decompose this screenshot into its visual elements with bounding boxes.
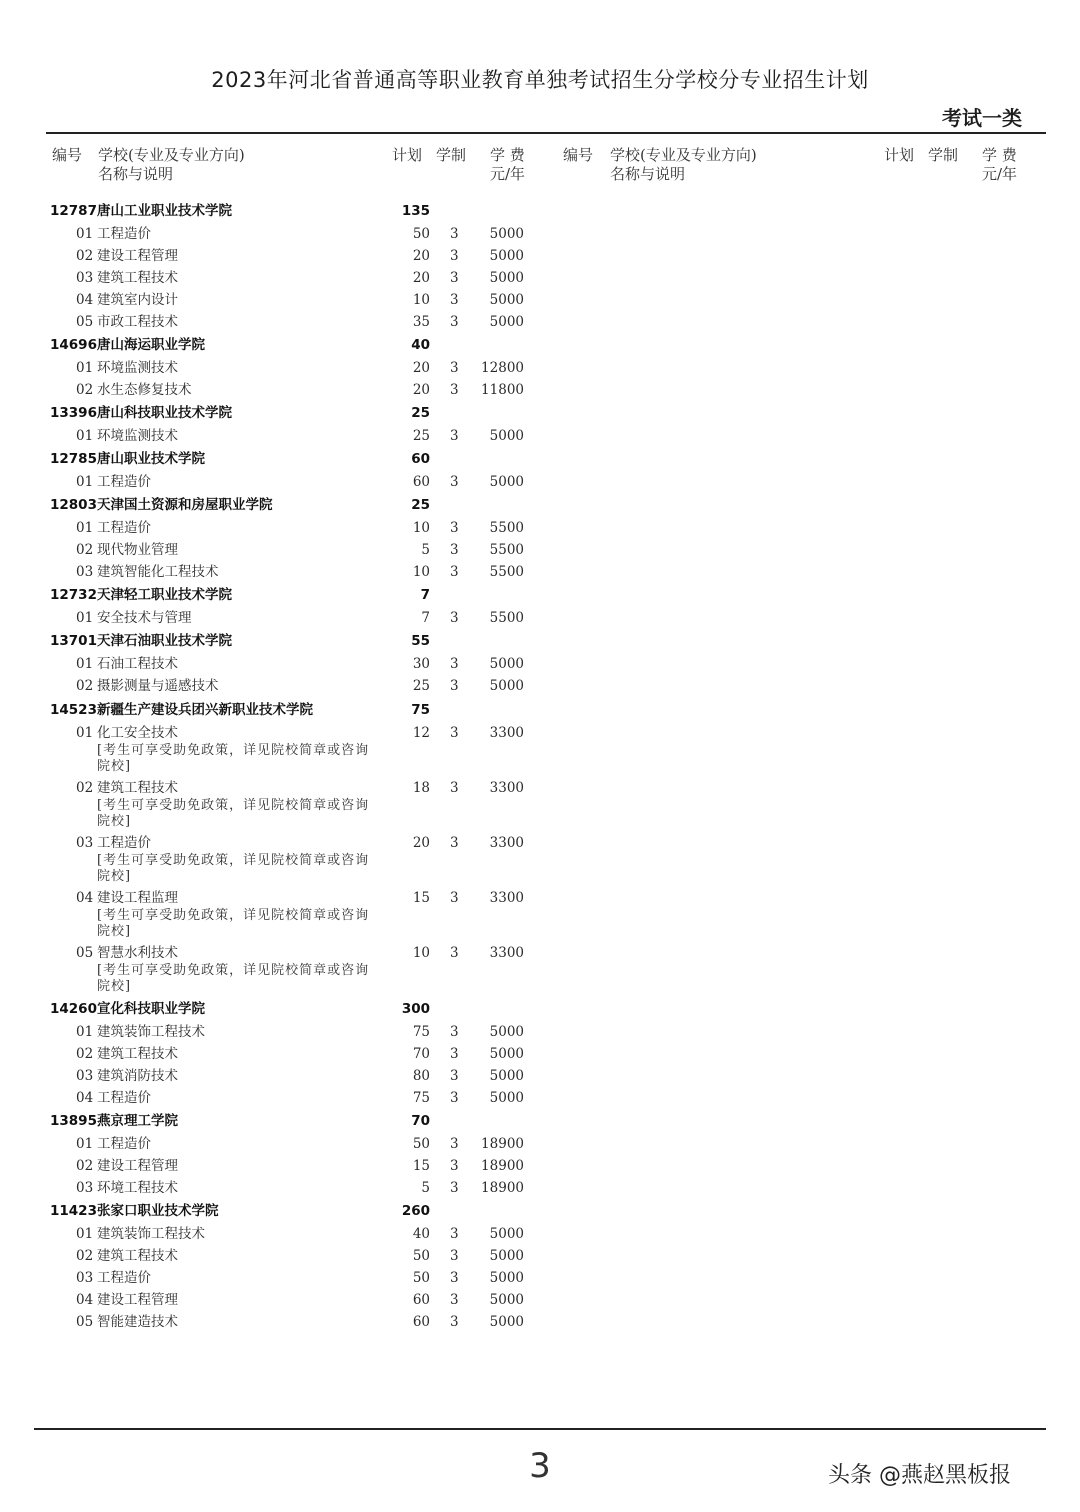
header-school-line1: 学校(专业及专业方向) xyxy=(98,146,245,164)
major-plan: 80 xyxy=(412,1068,430,1084)
major-years: 3 xyxy=(450,1158,459,1174)
major-fee: 5000 xyxy=(489,314,524,330)
major-number: 03 xyxy=(76,1270,94,1286)
school-name: 天津轻工职业技术学院 xyxy=(97,587,232,603)
header-fee-line1: 学 费 xyxy=(490,146,525,164)
major-plan: 75 xyxy=(412,1090,430,1106)
major-years: 3 xyxy=(450,725,459,741)
major-number: 01 xyxy=(76,1226,94,1242)
major-name: 建设工程监理 xyxy=(97,890,178,906)
major-plan: 50 xyxy=(412,1270,430,1286)
major-name: 建筑工程技术 xyxy=(97,1046,178,1062)
major-fee: 5500 xyxy=(489,564,524,580)
major-fee: 5000 xyxy=(489,1314,524,1330)
major-name: 工程造价 xyxy=(97,226,151,242)
school-plan: 300 xyxy=(401,1001,430,1017)
major-fee: 5000 xyxy=(489,656,524,672)
header-fee-right-line2: 元/年 xyxy=(982,165,1018,183)
major-plan: 5 xyxy=(421,542,430,558)
major-name: 工程造价 xyxy=(97,474,151,490)
header-code-right: 编号 xyxy=(563,146,594,164)
school-row xyxy=(0,1201,560,1221)
major-note-line2: 院校] xyxy=(97,759,132,774)
major-years: 3 xyxy=(450,1292,459,1308)
major-note-line1: [考生可享受助免政策，详见院校简章或咨询 xyxy=(97,853,370,868)
major-years: 3 xyxy=(450,1024,459,1040)
major-row xyxy=(0,1178,560,1198)
major-row xyxy=(0,472,560,492)
school-name: 燕京理工学院 xyxy=(97,1113,178,1129)
school-plan: 135 xyxy=(401,203,430,219)
major-number: 01 xyxy=(76,1136,94,1152)
major-fee: 5000 xyxy=(489,270,524,286)
major-fee: 18900 xyxy=(481,1158,524,1174)
major-row xyxy=(0,943,560,963)
major-years: 3 xyxy=(450,780,459,796)
major-years: 3 xyxy=(450,1226,459,1242)
top-rule xyxy=(46,132,1046,134)
major-plan: 7 xyxy=(421,610,430,626)
major-number: 02 xyxy=(76,1248,94,1264)
major-plan: 20 xyxy=(412,382,430,398)
major-name: 建筑装饰工程技术 xyxy=(97,1024,205,1040)
major-number: 05 xyxy=(76,945,94,961)
major-number: 01 xyxy=(76,520,94,536)
major-row xyxy=(0,380,560,400)
school-plan: 25 xyxy=(411,405,430,421)
major-note-line2: 院校] xyxy=(97,924,132,939)
major-plan: 35 xyxy=(412,314,430,330)
major-number: 01 xyxy=(76,1024,94,1040)
major-row xyxy=(0,268,560,288)
school-plan: 7 xyxy=(420,587,430,603)
major-name: 水生态修复技术 xyxy=(97,382,192,398)
school-row xyxy=(0,1111,560,1131)
major-row xyxy=(0,290,560,310)
major-row xyxy=(0,654,560,674)
major-plan: 75 xyxy=(412,1024,430,1040)
major-years: 3 xyxy=(450,226,459,242)
school-row xyxy=(0,585,560,605)
major-number: 01 xyxy=(76,474,94,490)
major-name: 建设工程管理 xyxy=(97,1292,178,1308)
major-years: 3 xyxy=(450,835,459,851)
major-note-line1: [考生可享受助免政策，详见院校简章或咨询 xyxy=(97,963,370,978)
major-note-line2: 院校] xyxy=(97,869,132,884)
school-plan: 40 xyxy=(411,337,430,353)
major-fee: 5500 xyxy=(489,542,524,558)
major-row xyxy=(0,1134,560,1154)
school-row xyxy=(0,700,560,720)
major-name: 摄影测量与遥感技术 xyxy=(97,678,219,694)
major-name: 化工安全技术 xyxy=(97,725,178,741)
major-fee: 5000 xyxy=(489,1248,524,1264)
major-row xyxy=(0,778,560,798)
major-number: 05 xyxy=(76,1314,94,1330)
major-years: 3 xyxy=(450,382,459,398)
major-plan: 20 xyxy=(412,248,430,264)
major-number: 01 xyxy=(76,360,94,376)
school-name: 天津石油职业技术学院 xyxy=(97,633,232,649)
major-number: 03 xyxy=(76,1068,94,1084)
major-years: 3 xyxy=(450,1136,459,1152)
major-number: 02 xyxy=(76,542,94,558)
major-number: 02 xyxy=(76,1158,94,1174)
major-name: 环境监测技术 xyxy=(97,360,178,376)
major-fee: 5000 xyxy=(489,1068,524,1084)
major-name: 建筑工程技术 xyxy=(97,1248,178,1264)
major-fee: 5000 xyxy=(489,1226,524,1242)
major-plan: 70 xyxy=(412,1046,430,1062)
major-number: 02 xyxy=(76,1046,94,1062)
major-name: 建筑智能化工程技术 xyxy=(97,564,219,580)
major-years: 3 xyxy=(450,1180,459,1196)
major-number: 01 xyxy=(76,610,94,626)
major-name: 市政工程技术 xyxy=(97,314,178,330)
major-number: 04 xyxy=(76,292,94,308)
header-school-right-line2: 名称与说明 xyxy=(610,165,686,183)
header-plan: 计划 xyxy=(392,146,423,164)
school-name: 张家口职业技术学院 xyxy=(97,1203,219,1219)
school-code: 12787 xyxy=(50,203,97,219)
major-note-line1: [考生可享受助免政策，详见院校简章或咨询 xyxy=(97,908,370,923)
major-number: 03 xyxy=(76,835,94,851)
school-name: 宣化科技职业学院 xyxy=(97,1001,205,1017)
major-name: 工程造价 xyxy=(97,835,151,851)
header-code: 编号 xyxy=(52,146,83,164)
major-row xyxy=(0,1224,560,1244)
header-school-right xyxy=(610,146,757,184)
major-number: 05 xyxy=(76,314,94,330)
major-years: 3 xyxy=(450,474,459,490)
major-plan: 15 xyxy=(412,1158,430,1174)
major-years: 3 xyxy=(450,1248,459,1264)
major-plan: 10 xyxy=(412,292,430,308)
major-number: 02 xyxy=(76,382,94,398)
major-years: 3 xyxy=(450,1090,459,1106)
major-years: 3 xyxy=(450,656,459,672)
header-fee-right xyxy=(982,146,1017,184)
major-row xyxy=(0,224,560,244)
major-row xyxy=(0,1268,560,1288)
bottom-rule xyxy=(34,1428,1046,1430)
major-fee: 5000 xyxy=(489,1024,524,1040)
major-row xyxy=(0,1022,560,1042)
major-row xyxy=(0,833,560,853)
major-number: 01 xyxy=(76,428,94,444)
school-row xyxy=(0,631,560,651)
school-plan: 55 xyxy=(411,633,430,649)
school-row xyxy=(0,495,560,515)
major-fee: 5000 xyxy=(489,248,524,264)
major-name: 建设工程管理 xyxy=(97,248,178,264)
school-name: 唐山海运职业学院 xyxy=(97,337,205,353)
major-years: 3 xyxy=(450,564,459,580)
header-school-right-line1: 学校(专业及专业方向) xyxy=(610,146,757,164)
major-number: 03 xyxy=(76,564,94,580)
major-number: 01 xyxy=(76,226,94,242)
header-fee-line2: 元/年 xyxy=(490,165,526,183)
major-plan: 5 xyxy=(421,1180,430,1196)
major-row xyxy=(0,518,560,538)
major-name: 工程造价 xyxy=(97,1136,151,1152)
major-fee: 3300 xyxy=(489,725,524,741)
major-row xyxy=(0,1290,560,1310)
major-name: 智能建造技术 xyxy=(97,1314,178,1330)
major-name: 环境工程技术 xyxy=(97,1180,178,1196)
school-plan: 60 xyxy=(411,451,430,467)
major-row xyxy=(0,1312,560,1332)
major-years: 3 xyxy=(450,520,459,536)
major-name: 工程造价 xyxy=(97,1090,151,1106)
major-name: 安全技术与管理 xyxy=(97,610,192,626)
header-plan-right: 计划 xyxy=(884,146,915,164)
major-row xyxy=(0,1246,560,1266)
major-fee: 5000 xyxy=(489,226,524,242)
major-number: 04 xyxy=(76,1292,94,1308)
major-plan: 40 xyxy=(412,1226,430,1242)
school-name: 唐山科技职业技术学院 xyxy=(97,405,232,421)
school-row xyxy=(0,335,560,355)
major-row xyxy=(0,358,560,378)
major-note-line1: [考生可享受助免政策，详见院校简章或咨询 xyxy=(97,798,370,813)
major-name: 环境监测技术 xyxy=(97,428,178,444)
exam-type-label: 考试一类 xyxy=(942,106,1022,130)
major-name: 现代物业管理 xyxy=(97,542,178,558)
major-note xyxy=(97,743,387,775)
major-name: 建筑室内设计 xyxy=(97,292,178,308)
major-number: 02 xyxy=(76,780,94,796)
major-name: 建设工程管理 xyxy=(97,1158,178,1174)
major-number: 02 xyxy=(76,248,94,264)
major-note xyxy=(97,908,387,940)
major-row xyxy=(0,723,560,743)
header-school xyxy=(98,146,245,184)
major-plan: 60 xyxy=(412,474,430,490)
major-years: 3 xyxy=(450,610,459,626)
major-years: 3 xyxy=(450,270,459,286)
major-fee: 18900 xyxy=(481,1180,524,1196)
page-number: 3 xyxy=(529,1446,551,1486)
major-row xyxy=(0,562,560,582)
school-code: 13701 xyxy=(50,633,97,649)
major-years: 3 xyxy=(450,890,459,906)
major-name: 建筑工程技术 xyxy=(97,270,178,286)
school-plan: 75 xyxy=(411,702,430,718)
major-plan: 10 xyxy=(412,520,430,536)
school-row xyxy=(0,403,560,423)
school-plan: 70 xyxy=(411,1113,430,1129)
major-plan: 20 xyxy=(412,270,430,286)
major-fee: 3300 xyxy=(489,945,524,961)
major-years: 3 xyxy=(450,1068,459,1084)
major-name: 建筑工程技术 xyxy=(97,780,178,796)
school-code: 14523 xyxy=(50,702,97,718)
major-fee: 11800 xyxy=(481,382,524,398)
major-note-line2: 院校] xyxy=(97,814,132,829)
major-fee: 5000 xyxy=(489,1046,524,1062)
major-years: 3 xyxy=(450,945,459,961)
major-plan: 15 xyxy=(412,890,430,906)
header-years-right: 学制 xyxy=(928,146,959,164)
header-school-line2: 名称与说明 xyxy=(98,165,174,183)
major-note-line1: [考生可享受助免政策，详见院校简章或咨询 xyxy=(97,743,370,758)
major-name: 工程造价 xyxy=(97,1270,151,1286)
school-code: 12732 xyxy=(50,587,97,603)
major-plan: 50 xyxy=(412,1248,430,1264)
major-plan: 30 xyxy=(412,656,430,672)
major-name: 建筑装饰工程技术 xyxy=(97,1226,205,1242)
school-name: 新疆生产建设兵团兴新职业技术学院 xyxy=(97,702,313,718)
major-fee: 5000 xyxy=(489,292,524,308)
major-name: 石油工程技术 xyxy=(97,656,178,672)
school-row xyxy=(0,201,560,221)
major-number: 03 xyxy=(76,270,94,286)
major-row xyxy=(0,246,560,266)
major-row xyxy=(0,608,560,628)
major-years: 3 xyxy=(450,248,459,264)
major-plan: 25 xyxy=(412,428,430,444)
page-title: 2023年河北省普通高等职业教育单独考试招生分学校分专业招生计划 xyxy=(211,68,869,92)
major-fee: 3300 xyxy=(489,835,524,851)
major-number: 03 xyxy=(76,1180,94,1196)
major-note xyxy=(97,853,387,885)
school-name: 唐山职业技术学院 xyxy=(97,451,205,467)
major-fee: 5000 xyxy=(489,428,524,444)
major-years: 3 xyxy=(450,1270,459,1286)
major-years: 3 xyxy=(450,428,459,444)
major-fee: 18900 xyxy=(481,1136,524,1152)
school-code: 13895 xyxy=(50,1113,97,1129)
major-number: 04 xyxy=(76,1090,94,1106)
school-name: 唐山工业职业技术学院 xyxy=(97,203,232,219)
major-number: 04 xyxy=(76,890,94,906)
major-name: 智慧水利技术 xyxy=(97,945,178,961)
major-row xyxy=(0,676,560,696)
school-code: 14260 xyxy=(50,1001,97,1017)
major-fee: 3300 xyxy=(489,780,524,796)
major-plan: 20 xyxy=(412,360,430,376)
watermark: 头条 @燕赵黑板报 xyxy=(828,1463,1011,1488)
major-plan: 12 xyxy=(412,725,430,741)
school-name: 天津国土资源和房屋职业学院 xyxy=(97,497,273,513)
header-years: 学制 xyxy=(436,146,467,164)
major-row xyxy=(0,312,560,332)
school-row xyxy=(0,999,560,1019)
major-plan: 50 xyxy=(412,226,430,242)
major-row xyxy=(0,426,560,446)
major-note xyxy=(97,963,387,995)
header-fee-right-line1: 学 费 xyxy=(982,146,1017,164)
major-plan: 10 xyxy=(412,564,430,580)
major-fee: 12800 xyxy=(481,360,524,376)
major-plan: 18 xyxy=(412,780,430,796)
major-row xyxy=(0,1156,560,1176)
major-plan: 50 xyxy=(412,1136,430,1152)
major-name: 工程造价 xyxy=(97,520,151,536)
major-note-line2: 院校] xyxy=(97,979,132,994)
major-plan: 60 xyxy=(412,1314,430,1330)
major-years: 3 xyxy=(450,360,459,376)
major-row xyxy=(0,1066,560,1086)
major-years: 3 xyxy=(450,314,459,330)
major-fee: 5500 xyxy=(489,520,524,536)
major-name: 建筑消防技术 xyxy=(97,1068,178,1084)
major-plan: 60 xyxy=(412,1292,430,1308)
major-years: 3 xyxy=(450,1046,459,1062)
major-row xyxy=(0,1044,560,1064)
school-code: 12785 xyxy=(50,451,97,467)
major-years: 3 xyxy=(450,542,459,558)
header-fee xyxy=(490,146,525,184)
major-fee: 5000 xyxy=(489,1090,524,1106)
school-row xyxy=(0,449,560,469)
major-row xyxy=(0,540,560,560)
major-plan: 10 xyxy=(412,945,430,961)
major-number: 01 xyxy=(76,656,94,672)
major-fee: 5500 xyxy=(489,610,524,626)
major-fee: 5000 xyxy=(489,1292,524,1308)
major-years: 3 xyxy=(450,292,459,308)
major-note xyxy=(97,798,387,830)
major-fee: 3300 xyxy=(489,890,524,906)
school-code: 14696 xyxy=(50,337,97,353)
major-number: 02 xyxy=(76,678,94,694)
school-code: 13396 xyxy=(50,405,97,421)
school-code: 11423 xyxy=(50,1203,97,1219)
major-row xyxy=(0,1088,560,1108)
major-row xyxy=(0,888,560,908)
major-number: 01 xyxy=(76,725,94,741)
major-fee: 5000 xyxy=(489,678,524,694)
major-fee: 5000 xyxy=(489,474,524,490)
school-plan: 260 xyxy=(401,1203,430,1219)
major-plan: 25 xyxy=(412,678,430,694)
school-plan: 25 xyxy=(411,497,430,513)
major-plan: 20 xyxy=(412,835,430,851)
major-fee: 5000 xyxy=(489,1270,524,1286)
major-years: 3 xyxy=(450,678,459,694)
major-years: 3 xyxy=(450,1314,459,1330)
school-code: 12803 xyxy=(50,497,97,513)
